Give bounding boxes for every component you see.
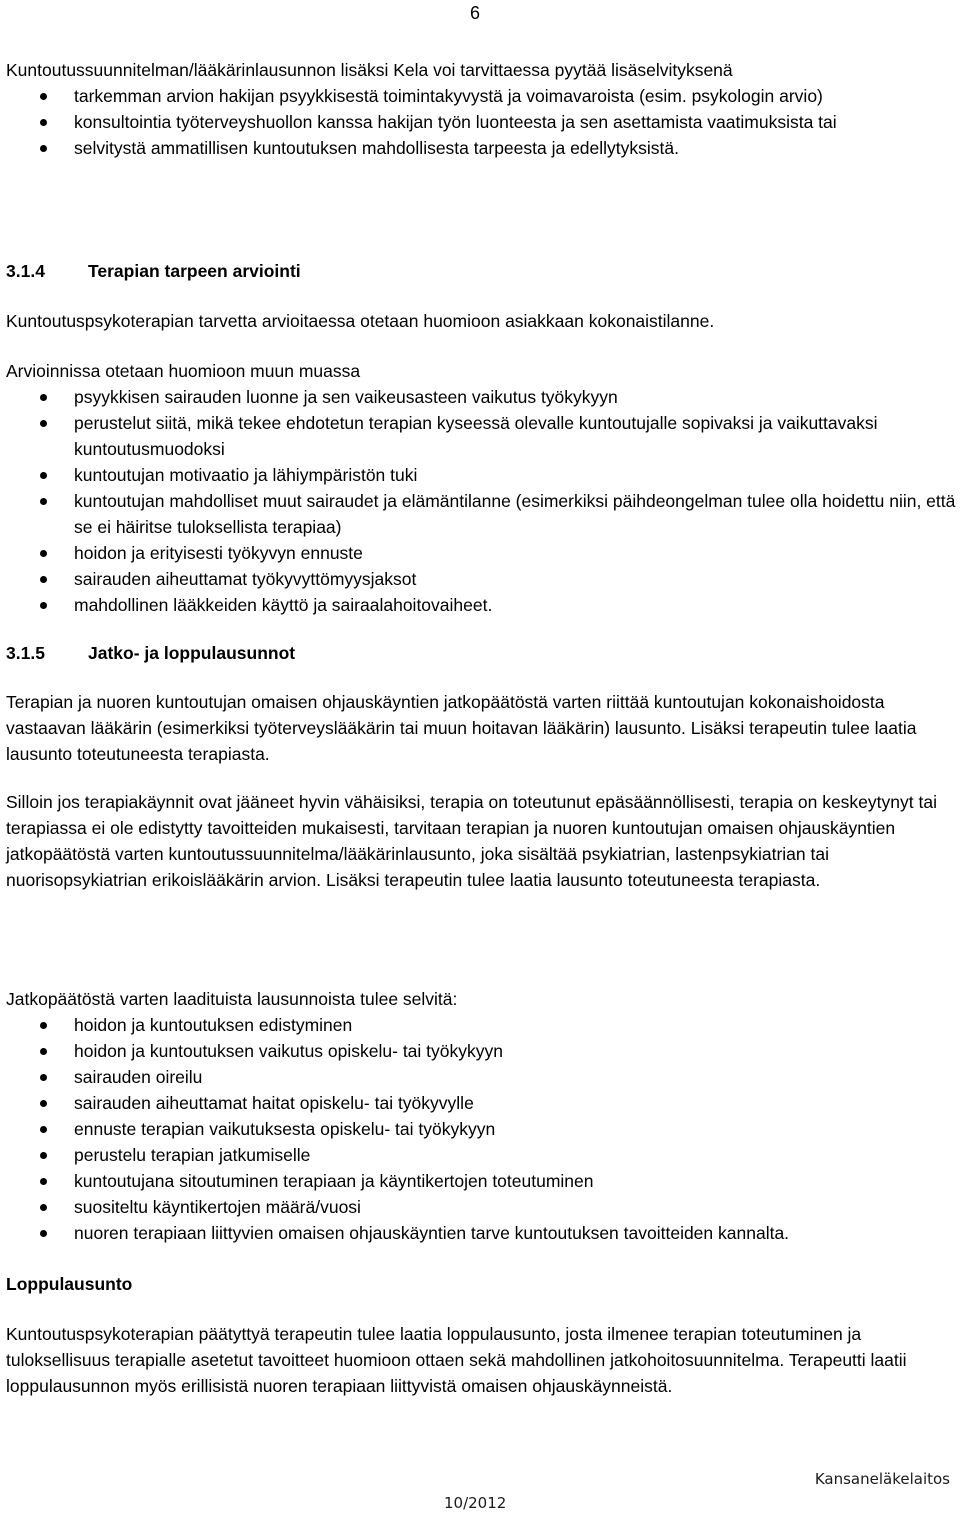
list-item: kuntoutujan motivaatio ja lähiympäristön tuki	[6, 462, 956, 488]
list-item: hoidon ja kuntoutuksen vaikutus opiskelu- tai työkykyyn	[6, 1038, 956, 1064]
section-title: Jatko- ja loppulausunnot	[88, 643, 296, 663]
section-315-paragraph-2: Silloin jos terapiakäynnit ovat jääneet hyvin vähäisiksi, terapia on toteutunut epäsäännöllisesti, terapia on keskeytynyt tai terapiassa ei ole edistytty tavoitteiden mukaisesti, tarvitaan terapian ja nuoren kuntoutujan omaisen ohjauskäyntien jatkopäätöstä varten kuntoutussuunnitelma/lääkärinlausunto, joka sisältää psykiatrian, lastenpsykiatrian tai nuorisopsykiatrian erikoislääkärin arvion. Lisäksi terapeutin tulee laatia lausunto toteutuneesta terapiasta.	[6, 792, 937, 890]
section-heading-315	[6, 640, 956, 666]
list-item: sairauden aiheuttamat haitat opiskelu- tai työkyvylle	[6, 1090, 956, 1116]
intro-list	[6, 83, 941, 161]
section-314-paragraph: Kuntoutuspsykoterapian tarvetta arvioitaessa otetaan huomioon asiakkaan kokonaistilanne.	[6, 311, 715, 331]
section-number: 3.1.5	[6, 643, 45, 663]
list-item: kuntoutujana sitoutuminen terapiaan ja käyntikertojen toteutuminen	[6, 1168, 956, 1194]
loppulausunto-heading: Loppulausunto	[6, 1274, 133, 1294]
list-item: selvitystä ammatillisen kuntoutuksen mahdollisesta tarpeesta ja edellytyksistä.	[6, 135, 941, 161]
statement-list	[6, 1012, 956, 1246]
intro-section	[6, 57, 941, 161]
footer-brand: Kansaneläkelaitos	[814, 1470, 950, 1488]
section-heading-314	[6, 258, 956, 284]
list-item: konsultointia työterveyshuollon kanssa hakijan työn luonteesta ja sen asettamista vaatimuksista tai	[6, 109, 941, 135]
list-item: mahdollinen lääkkeiden käyttö ja sairaalahoitovaiheet.	[6, 592, 956, 618]
section-315-paragraph-1: Terapian ja nuoren kuntoutujan omaisen ohjauskäyntien jatkopäätöstä varten riittää kuntoutujan kokonaishoidosta vastaavan lääkärin (esimerkiksi työterveyslääkärin tai muun hoitavan lääkärin) lausunto. Lisäksi terapeutin tulee laatia lausunto toteutuneesta terapiasta.	[6, 692, 917, 764]
list-item: hoidon ja erityisesti työkyvyn ennuste	[6, 540, 956, 566]
list-item: tarkemman arvion hakijan psyykkisestä toimintakyvystä ja voimavaroista (esim. psykologin arvio)	[6, 83, 941, 109]
list-item: suositeltu käyntikertojen määrä/vuosi	[6, 1194, 956, 1220]
list-item: ennuste terapian vaikutuksesta opiskelu- tai työkykyyn	[6, 1116, 956, 1142]
loppulausunto-paragraph: Kuntoutuspsykoterapian päätyttyä terapeutin tulee laatia loppulausunto, josta ilmenee terapian toteutuminen ja tuloksellisuus terapialle asetetut tavoitteet huomioon ottaen sekä mahdollinen jatkohoitosuunnitelma. Terapeutti laatii loppulausunnon myös erillisistä nuoren terapiaan liittyvistä omaisen ohjauskäynneistä.	[6, 1324, 907, 1396]
section-number: 3.1.4	[6, 261, 45, 281]
list-item: sairauden oireilu	[6, 1064, 956, 1090]
list-item: perustelut siitä, mikä tekee ehdotetun terapian kyseessä olevalle kuntoutujalle sopivaksi ja vaikuttavaksi kuntoutusmuodoksi	[6, 410, 956, 462]
section-title: Terapian tarpeen arviointi	[88, 261, 301, 281]
page-number: 6	[470, 3, 481, 23]
list-item: psyykkisen sairauden luonne ja sen vaikeusasteen vaikutus työkykyyn	[6, 384, 956, 410]
section-314-list-block	[6, 358, 956, 618]
assessment-list	[6, 384, 956, 618]
section-315-list-block	[6, 986, 956, 1246]
list-intro: Jatkopäätöstä varten laadituista lausunnoista tulee selvitä:	[6, 989, 458, 1009]
list-item: hoidon ja kuntoutuksen edistyminen	[6, 1012, 956, 1038]
intro-text: Kuntoutussuunnitelman/lääkärinlausunnon lisäksi Kela voi tarvittaessa pyytää lisäselvityksenä	[6, 60, 733, 80]
list-item: sairauden aiheuttamat työkyvyttömyysjaksot	[6, 566, 956, 592]
list-intro: Arvioinnissa otetaan huomioon muun muassa	[6, 361, 361, 381]
list-item: kuntoutujan mahdolliset muut sairaudet ja elämäntilanne (esimerkiksi päihdeongelman tulee olla hoidettu niin, että se ei häiritse tuloksellista terapiaa)	[6, 488, 956, 540]
list-item: nuoren terapiaan liittyvien omaisen ohjauskäyntien tarve kuntoutuksen tavoitteiden kannalta.	[6, 1220, 956, 1246]
footer-date: 10/2012	[444, 1494, 507, 1512]
list-item: perustelu terapian jatkumiselle	[6, 1142, 956, 1168]
